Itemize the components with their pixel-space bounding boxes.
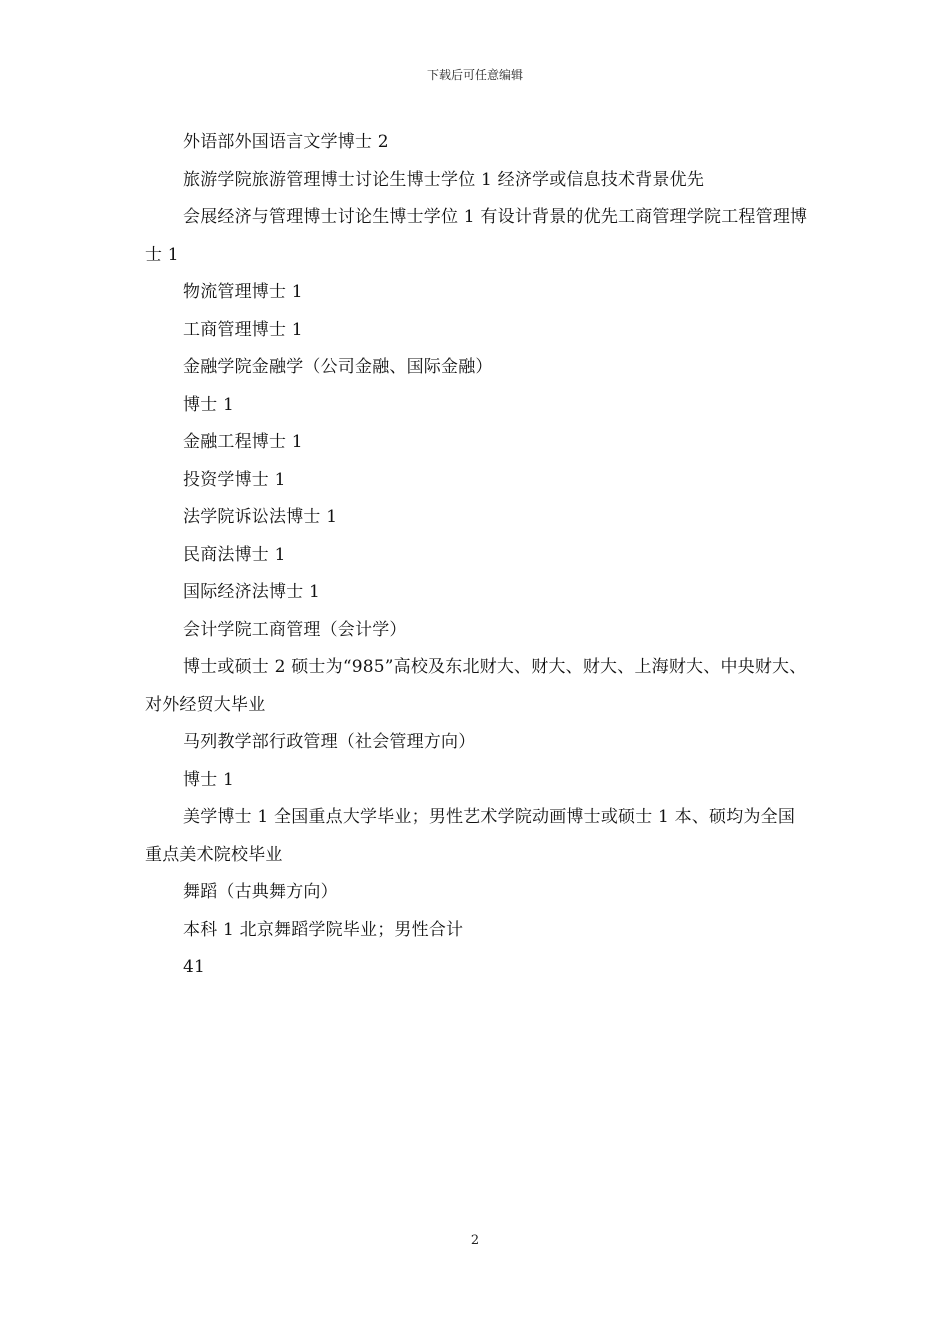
- paragraph: 民商法博士 1: [183, 544, 286, 565]
- paragraph: 法学院诉讼法博士 1: [183, 507, 338, 527]
- paragraph: 马列教学部行政管理（社会管理方向）: [183, 732, 476, 752]
- paragraph: 旅游学院旅游管理博士讨论生博士学位 1 经济学或信息技术背景优先: [183, 169, 705, 190]
- paragraph: 投资学博士 1: [183, 469, 286, 490]
- paragraph: 会展经济与管理博士讨论生博士学位 1 有设计背景的优先工商管理学院工程管理博士 1: [145, 207, 808, 265]
- paragraph: 博士 1: [183, 394, 235, 415]
- paragraph: 舞蹈（古典舞方向）: [183, 882, 338, 902]
- paragraph: 美学博士 1 全国重点大学毕业；男性艺术学院动画博士或硕士 1 本、硕均为全国重点美术院校毕业: [145, 807, 796, 865]
- document-body: [145, 124, 810, 987]
- paragraph: 工商管理博士 1: [183, 319, 303, 340]
- paragraph: 博士 1: [183, 769, 235, 790]
- paragraph: 金融学院金融学（公司金融、国际金融）: [183, 357, 493, 377]
- paragraph: 博士或硕士 2 硕士为“985”高校及东北财大、财大、财大、上海财大、中央财大、对外经贸大毕业: [145, 657, 807, 715]
- paragraph: 物流管理博士 1: [183, 282, 303, 302]
- page-header: 下载后可任意编辑: [426, 68, 523, 82]
- paragraph: 外语部外国语言文学博士 2: [183, 132, 389, 152]
- paragraph: 金融工程博士 1: [183, 432, 303, 452]
- paragraph: 国际经济法博士 1: [183, 582, 321, 602]
- paragraph: 会计学院工商管理（会计学）: [183, 619, 407, 640]
- paragraph: 41: [183, 957, 206, 977]
- page-number: 2: [470, 1233, 480, 1248]
- paragraph: 本科 1 北京舞蹈学院毕业；男性合计: [183, 919, 464, 940]
